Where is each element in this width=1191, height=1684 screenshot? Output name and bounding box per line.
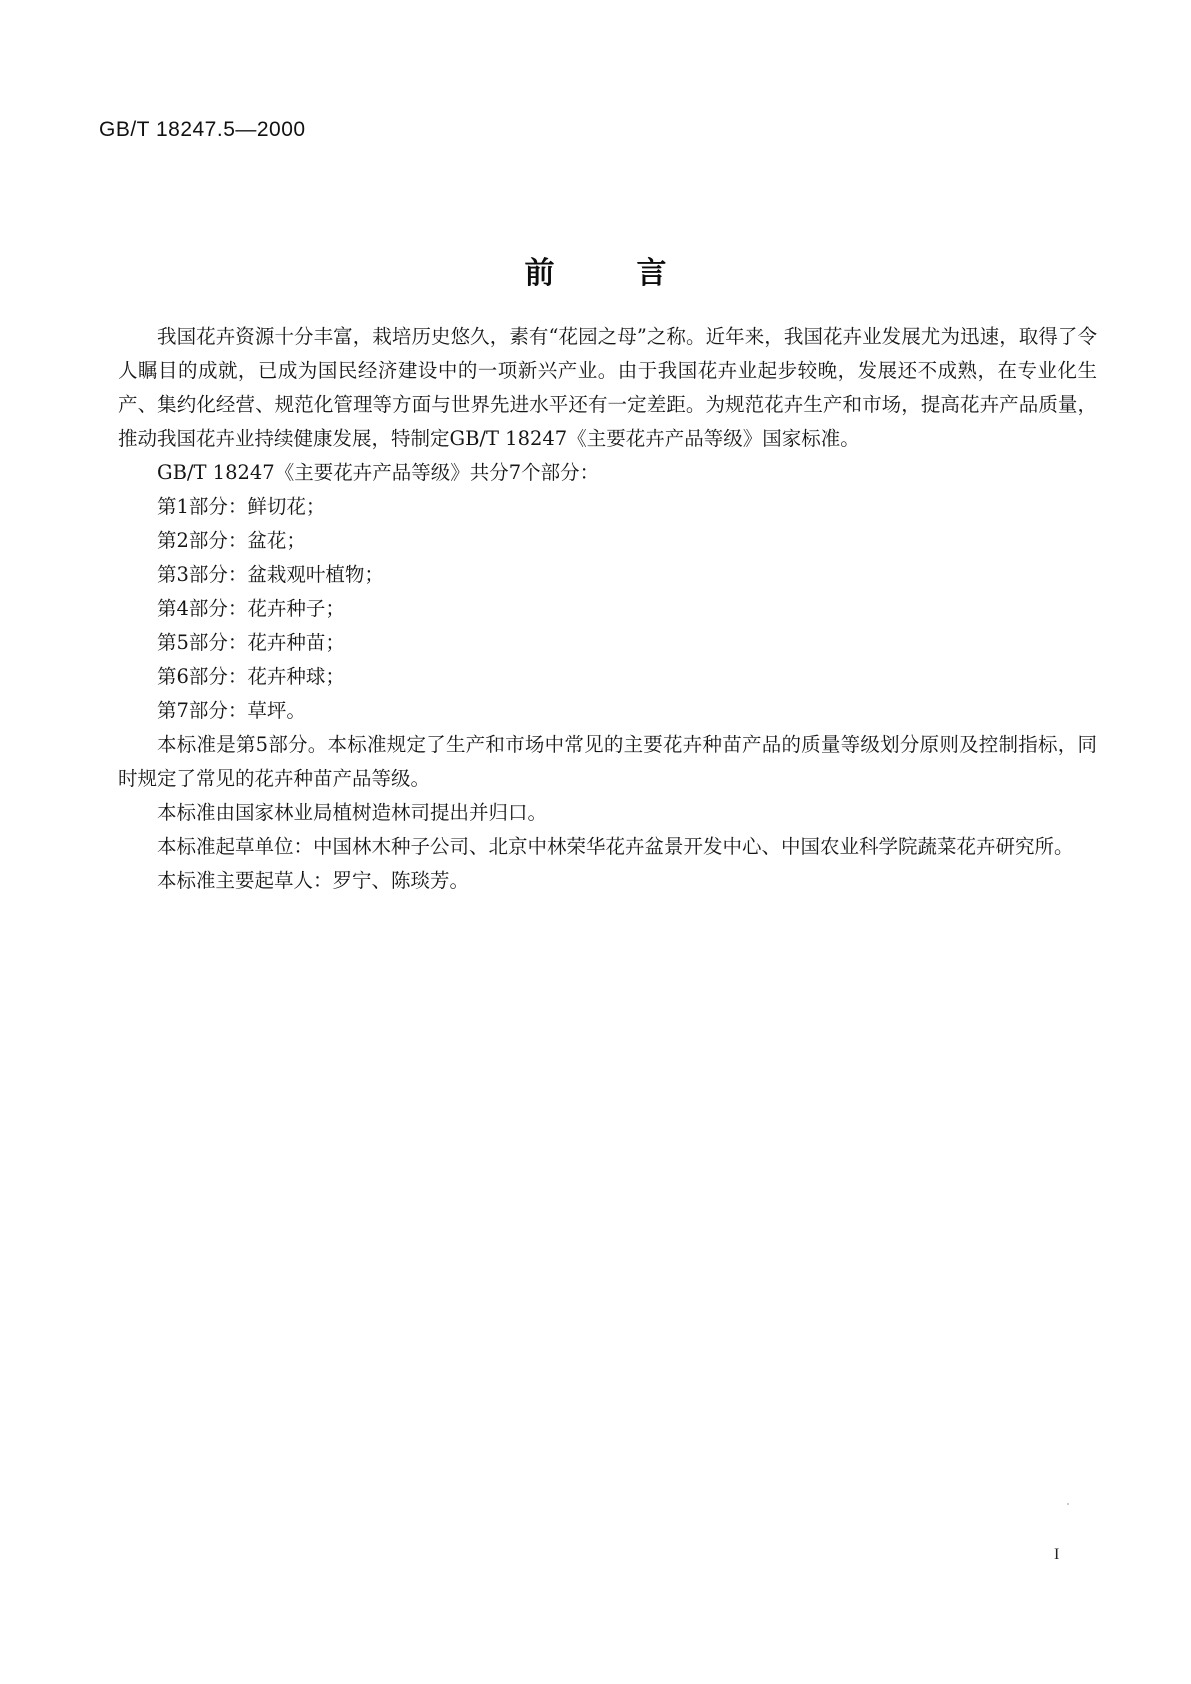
paragraph-drafters: 本标准主要起草人：罗宁、陈琰芳。 [157,869,470,892]
standard-code: GB/T 18247.5—2000 [99,118,306,141]
page-title: 前言 [524,256,749,291]
part-item-4: 第4部分：花卉种子； [157,597,345,620]
part-item-5: 第5部分：花卉种苗； [157,631,345,654]
page-number: I [1054,1546,1060,1563]
part-item-7: 第7部分：草坪。 [157,699,306,722]
part-item-1: 第1部分：鲜切花； [157,495,326,518]
foreword-body [118,320,1097,898]
paragraph-drafting-units: 本标准起草单位：中国林木种子公司、北京中林荣华花卉盆景开发中心、中国农业科学院蔬菜花卉研究所。 [157,835,1074,858]
part-item-3: 第3部分：盆栽观叶植物； [157,563,384,586]
part-item-6: 第6部分：花卉种球； [157,665,345,688]
paragraph-scope: 本标准是第5部分。本标准规定了生产和市场中常见的主要花卉种苗产品的质量等级划分原则及控制指标，同时规定了常见的花卉种苗产品等级。 [118,733,1097,790]
part-item-2: 第2部分：盆花； [157,529,306,552]
paragraph-intro: 我国花卉资源十分丰富，栽培历史悠久，素有“花园之母”之称。近年来，我国花卉业发展尤为迅速，取得了令人瞩目的成就，已成为国民经济建设中的一项新兴产业。由于我国花卉业起步较晚，发展还不成熟，在专业化生产、集约化经营、规范化管理等方面与世界先进水平还有一定差距。为规范花卉生产和市场，提高花卉产品质量，推动我国花卉业持续健康发展，特制定GB/T 18247《主要花卉产品等级》国家标准。 [118,325,1097,450]
paragraph-proposer: 本标准由国家林业局植树造林司提出并归口。 [157,801,548,824]
paragraph-parts-summary: GB/T 18247《主要花卉产品等级》共分7个部分： [157,461,600,484]
scan-speck [1067,1503,1069,1505]
